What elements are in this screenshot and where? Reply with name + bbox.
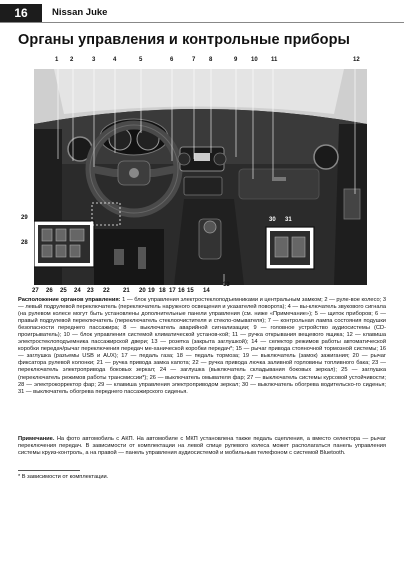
dashboard-figure — [18, 57, 384, 297]
header-rule — [0, 22, 404, 23]
callout-5: 5 — [139, 57, 143, 63]
callout-23: 23 — [87, 288, 94, 294]
caption-text: 1 — блок управления электростеклоподъемниками и центральным замком; 2 — руле-вое колесо; 3 — левый подрулевой переключатель (переключатель наружного освещения и указателей поворота); 4 — вы-ключатель звукового сигнала (на рулевом колесе могут быть установлены дополнительные панели управления (см. ниже «Примечание»); 5 — щиток приборов; 6 — правый подрулевой переключатель (переключатель стеклоочистителя и стекло-омывателя); 7 — контрольная лампа состояния подушки безопасности переднего пассажира; 8 — выключатель аварийной сигнализации; 9 — головное устройство аудиосистемы (CD-проигрыватель); 10 — блок управления системой климатической установ-кой; 11 — ручка открывания вещевого ящика; 12 — клавиша электростеклоподъемника пассажирской двери; 13 — розетка (закрыта заглушкой); 14 — селектор режимов работы автоматической коробки передач/рычаг переключения передач ме-ханической коробки передач*; 15 — рычаг привода стояночной тормозной системы; 16 — заглушка (разъемы USB и AUX); 17 — педаль газа; 18 — педаль тормоза; 19 — выключатель (замок) зажигания; 20 — рычаг фиксатора рулевой колонки; 21 — ручка привода замка капота; 22 — ручка привода лючка заливной горловины топливного бака; 23 — переключатель электропривода боковых зеркал; 24 — заглушка (выключатель складывания боковых зеркал); 25 — заглушка (переключатель режимов работы трансмиссии*); 26 — выключатель омывателя фар; 27 — выключатель системы курсовой устойчивости; 28 — электрокорректор фар; 29 — клавиша управления электроприводом зеркал; 30 — выключатель обогрева водительско-го сиденья; 31 — выключатель обогрева переднего пассажирского сиденья. — [18, 297, 387, 395]
page-header — [0, 0, 404, 22]
callout-10: 10 — [251, 57, 258, 63]
callout-8: 8 — [209, 57, 213, 63]
callout-15: 15 — [187, 288, 194, 294]
callout-26: 26 — [46, 288, 53, 294]
page-number: 16 — [0, 4, 42, 22]
footnote-rule — [18, 470, 80, 471]
callout-29: 29 — [21, 215, 28, 221]
callout-20: 20 — [139, 288, 146, 294]
callout-17: 17 — [169, 288, 176, 294]
callout-11: 11 — [271, 57, 278, 63]
callout-4: 4 — [113, 57, 117, 63]
callout-9: 9 — [234, 57, 238, 63]
callout-2: 2 — [70, 57, 74, 63]
callout-6: 6 — [170, 57, 174, 63]
callout-18: 18 — [159, 288, 166, 294]
dashboard-photo — [34, 69, 367, 285]
book-title: Nissan Juke — [52, 7, 108, 18]
callout-13: 13 — [223, 282, 230, 288]
callout-21: 21 — [123, 288, 130, 294]
callout-30: 30 — [269, 217, 276, 223]
caption-heading: Расположение органов управления: — [18, 297, 121, 303]
callout-25: 25 — [60, 288, 67, 294]
callout-31: 31 — [285, 217, 292, 223]
note — [18, 436, 386, 457]
callout-3: 3 — [92, 57, 96, 63]
callout-28: 28 — [21, 240, 28, 246]
callout-12: 12 — [353, 57, 360, 63]
note-text: На фото автомобиль с АКП. На автомобиле с МКП установлена также педаль сцепления, а вместо селектора — рычаг переключения передач. В зависимости от комплектации на левой спице рулевого колеса может располагаться панель управления системы круиз-контроль, а на правой — панель управления аудиосистемой и мобильным телефоном с системой Bluetooth. — [18, 436, 386, 457]
callout-7: 7 — [192, 57, 196, 63]
callout-19: 19 — [148, 288, 155, 294]
callout-16: 16 — [178, 288, 185, 294]
footnote: * В зависимости от комплектации. — [18, 474, 109, 480]
note-heading: Примечание. — [18, 436, 55, 442]
section-title: Органы управления и контрольные приборы — [18, 32, 351, 48]
callout-22: 22 — [103, 288, 110, 294]
callout-1: 1 — [55, 57, 59, 63]
callout-27: 27 — [32, 288, 39, 294]
figure-caption — [18, 297, 386, 396]
callout-14: 14 — [203, 288, 210, 294]
callout-24: 24 — [74, 288, 81, 294]
